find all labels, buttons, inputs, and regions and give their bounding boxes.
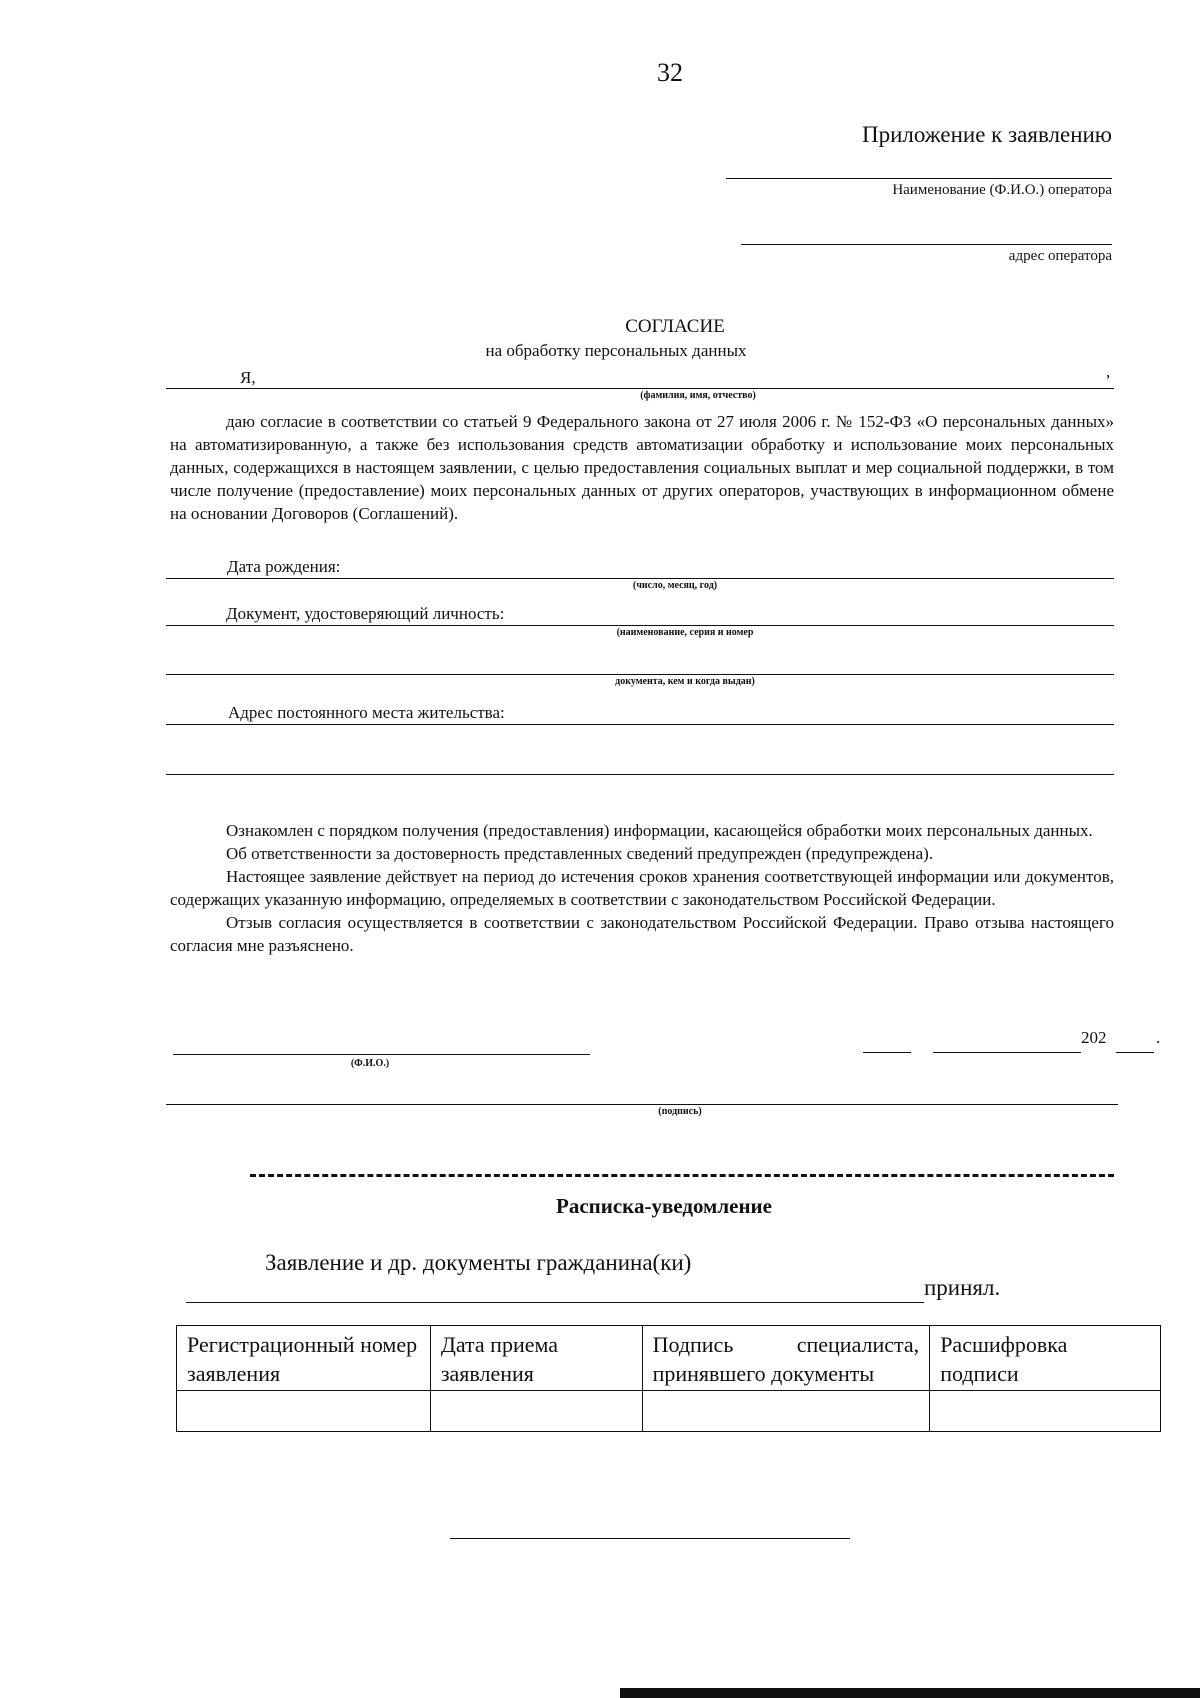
birth-date-line (166, 578, 1114, 579)
signature-line (166, 1104, 1118, 1105)
consent-subtitle: на обработку персональных данных (485, 341, 747, 360)
receipt-accepted: принял. (924, 1275, 1001, 1300)
statement-paragraph: Ознакомлен с порядком получения (предоставления) информации, касающейся обработки моих персональных данных. (226, 821, 1093, 840)
table-header-cell: Расшифровка подписи (930, 1326, 1161, 1391)
id-document-line-2 (166, 674, 1114, 675)
table-header-row (177, 1326, 1161, 1391)
id-document-label: Документ, удостоверяющий личность: (226, 604, 505, 623)
table-row (177, 1391, 1161, 1432)
date-day-line (863, 1052, 911, 1053)
address-line-1 (166, 724, 1114, 725)
scan-edge (620, 1688, 1200, 1698)
page-number: 32 (657, 58, 683, 87)
consent-statements (170, 819, 1114, 957)
address-line-2 (166, 774, 1114, 775)
birth-date-label: Дата рождения: (227, 557, 341, 576)
date-year-line (1116, 1052, 1154, 1053)
table-header-cell: Дата приема заявления (430, 1326, 642, 1391)
signature-caption: (подпись) (658, 1106, 702, 1117)
consent-title: СОГЛАСИЕ (625, 316, 725, 337)
receipt-statement: Заявление и др. документы гражданина(ки) (265, 1250, 692, 1275)
id-document-caption-1: (наименование, серия и номер (616, 627, 754, 638)
id-document-line-1 (166, 625, 1114, 626)
operator-name-caption: Наименование (Ф.И.О.) оператора (892, 182, 1112, 198)
table-cell (642, 1391, 930, 1432)
table-cell (430, 1391, 642, 1432)
address-label: Адрес постоянного места жительства: (228, 703, 505, 722)
table-cell (177, 1391, 431, 1432)
table-header-cell: Регистрационный номер заявления (177, 1326, 431, 1391)
date-month-line (933, 1052, 1081, 1053)
receipt-table (176, 1325, 1161, 1432)
statement-paragraph: Настоящее заявление действует на период до истечения сроков хранения соответствующей информации или документов, содержащих указанную информацию, определяемых в соответствии с законодательством Российской Федерации. (170, 867, 1114, 909)
fio-short-line (173, 1054, 590, 1055)
birth-date-caption: (число, месяц, год) (632, 580, 718, 591)
bottom-signature-line (450, 1538, 850, 1539)
appendix-title: Приложение к заявлению (861, 122, 1112, 147)
cut-line (250, 1174, 1114, 1177)
comma: , (1106, 362, 1111, 381)
id-document-caption-2: документа, кем и когда выдан) (615, 676, 755, 687)
table-header-cell: Подпись специалиста, принявшего документы (642, 1326, 930, 1391)
fio-line (166, 388, 1114, 389)
citizen-name-line (186, 1302, 924, 1303)
operator-name-line (726, 178, 1112, 179)
table-cell (930, 1391, 1161, 1432)
operator-address-caption: адрес оператора (1008, 248, 1112, 264)
fio-caption: (фамилия, имя, отчество) (640, 390, 756, 401)
date-period: . (1156, 1028, 1161, 1047)
statement-paragraph: Отзыв согласия осуществляется в соответствии с законодательством Российской Федерации. Право отзыва настоящего согласия мне разъяснено. (170, 913, 1114, 955)
i-label: Я, (240, 368, 256, 387)
date-year-prefix: 202 (1081, 1028, 1107, 1047)
statement-paragraph: Об ответственности за достоверность представленных сведений предупрежден (предупреждена). (226, 844, 934, 863)
consent-intro-paragraph: даю согласие в соответствии со статьей 9 Федерального закона от 27 июля 2006 г. № 152-ФЗ «О персональных данных» на автоматизированную, а также без использования средств автоматизации обработку и использование моих персональных данных, содержащихся в настоящем заявлении, с целью предоставления социальных выплат и мер социальной поддержки, в том числе получение (предоставление) моих персональных данных от других операторов, участвующих в информационном обмене на основании Договоров (Соглашений). (170, 412, 1114, 523)
operator-address-line (741, 244, 1112, 245)
fio-short-caption: (Ф.И.О.) (350, 1058, 390, 1069)
receipt-title: Расписка-уведомление (556, 1194, 772, 1218)
